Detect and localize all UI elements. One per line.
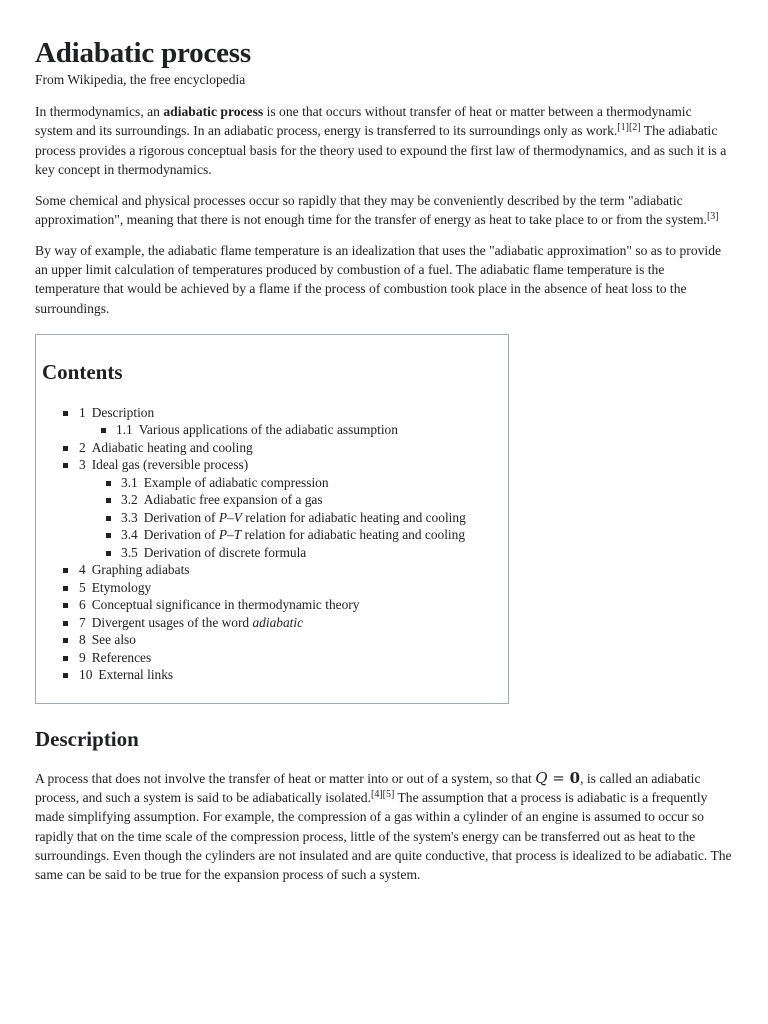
toc-label: Description [91, 404, 155, 420]
toc-label: Derivation of discrete formula [143, 544, 307, 560]
toc-number: 1.1 [116, 422, 133, 438]
toc-label-italic: adiabatic [252, 614, 304, 630]
toc-label: Adiabatic free expansion of a gas [143, 492, 323, 508]
toc-label: Etymology [91, 579, 152, 595]
reference-link[interactable]: [3] [706, 211, 719, 223]
toc-label: Derivation of [143, 509, 219, 525]
toc-label: Adiabatic heating and cooling [91, 439, 253, 455]
toc-number: 8 [79, 632, 86, 648]
reference-link[interactable]: [1][2] [617, 122, 641, 134]
toc-number: 3.5 [121, 544, 138, 560]
intro-paragraph-1 [35, 102, 732, 179]
description-text: , is called an adiabatic process, and such a system is said to be adiabatically isolated. [35, 770, 701, 806]
toc-label: Derivation of [143, 527, 219, 543]
toc-number: 1 [79, 404, 86, 420]
page-title: Adiabatic process [35, 37, 251, 69]
table-of-contents [35, 334, 509, 704]
math-variable: Q [535, 768, 548, 787]
toc-item-see-also[interactable] [42, 631, 508, 649]
toc-item-etymology[interactable] [42, 579, 508, 597]
toc-label: relation for adiabatic heating and cooling [241, 527, 466, 543]
toc-label: External links [98, 667, 174, 683]
intro-paragraph-3: By way of example, the adiabatic flame temperature is an idealization that uses the "adiabatic approximation" so as to provide an upper limit calculation of temperatures produced by combustion of a fuel. The adiabatic flame temperature is the temperature that would be achieved by a flame if the process of combustion took place in the absence of heat loss to the surroundings. [35, 242, 722, 316]
toc-item-graphing-adiabats[interactable] [42, 561, 508, 579]
toc-number: 3.3 [121, 509, 138, 525]
toc-number: 6 [79, 597, 86, 613]
toc-label: References [91, 649, 152, 665]
intro-text: The adiabatic process provides a rigorous conceptual basis for the theory used to expound the first law of thermodynamics, and as such it is a key concept in thermodynamics. [35, 123, 727, 177]
math-formula [535, 769, 580, 787]
toc-number: 5 [79, 579, 86, 595]
toc-item-free-expansion[interactable] [42, 491, 508, 509]
toc-number: 7 [79, 614, 86, 630]
intro-text: In thermodynamics, an [35, 104, 164, 119]
math-operator: = [547, 768, 570, 787]
toc-label: Conceptual significance in thermodynamic theory [91, 597, 360, 613]
term-adiabatic-process: adiabatic process [163, 104, 264, 119]
toc-list [42, 404, 508, 684]
toc-number: 9 [79, 649, 86, 665]
intro-text: is one that occurs without transfer of heat or matter between a thermodynamic system and its surroundings. In an adiabatic process, energy is transferred to its surroundings only as work. [35, 104, 692, 139]
toc-label: Ideal gas (reversible process) [91, 457, 249, 473]
reference-link[interactable]: [4][5] [370, 789, 395, 801]
toc-number: 3.2 [121, 492, 138, 508]
intro-paragraph-2 [35, 191, 732, 230]
toc-item-discrete-formula[interactable] [42, 544, 508, 562]
toc-item-adiabatic-compression[interactable] [42, 474, 508, 492]
toc-item-ideal-gas[interactable] [42, 456, 508, 474]
site-tagline: From Wikipedia, the free encyclopedia [35, 72, 246, 87]
toc-title: Contents [42, 359, 123, 384]
toc-item-description[interactable] [42, 404, 508, 422]
toc-number: 2 [79, 439, 86, 455]
section-heading-description: Description [35, 726, 139, 751]
toc-number: 3 [79, 457, 86, 473]
toc-item-references[interactable] [42, 649, 508, 667]
toc-label: Graphing adiabats [91, 562, 190, 578]
toc-item-various-applications[interactable] [42, 421, 508, 439]
article [35, 36, 732, 884]
description-text: The assumption that a process is adiabatic is a frequently made simplifying assumption. For example, the compression of a gas within a cylinder of an engine is assumed to occur so rapidly that on the time scale of the compression process, little of the system's energy can be transferred out as heat to the surroundings. Even though the cylinders are not insulated and are quite conductive, that process is idealized to be adiabatic. The same can be said to be true for the expansion process of such a system. [35, 790, 732, 882]
toc-number: 10 [79, 667, 93, 683]
toc-number: 4 [79, 562, 86, 578]
description-paragraph [35, 769, 732, 884]
toc-item-adiabatic-heating-cooling[interactable] [42, 439, 508, 457]
toc-number: 3.1 [121, 474, 138, 490]
toc-label-italic: P–V [218, 509, 242, 525]
toc-label: Divergent usages of the word [91, 614, 253, 630]
toc-number: 3.4 [121, 527, 138, 543]
toc-item-pt-relation[interactable] [42, 526, 508, 544]
toc-item-conceptual-significance[interactable] [42, 596, 508, 614]
toc-item-external-links[interactable] [42, 666, 508, 684]
toc-label: See also [91, 632, 136, 648]
toc-label: relation for adiabatic heating and cooling [241, 509, 466, 525]
toc-item-divergent-usages[interactable] [42, 614, 508, 632]
toc-label-italic: P–T [218, 527, 242, 543]
math-value: 0 [569, 768, 581, 787]
description-text: A process that does not involve the transfer of heat or matter into or out of a system, so that [35, 770, 536, 786]
toc-item-pv-relation[interactable] [42, 509, 508, 527]
toc-label: Example of adiabatic compression [143, 474, 329, 490]
toc-label: Various applications of the adiabatic assumption [138, 422, 398, 438]
intro-text: Some chemical and physical processes occur so rapidly that they may be conveniently described by the term "adiabatic approximation", meaning that there is not enough time for the transfer of energy as heat to take place to or from the system. [35, 193, 707, 228]
